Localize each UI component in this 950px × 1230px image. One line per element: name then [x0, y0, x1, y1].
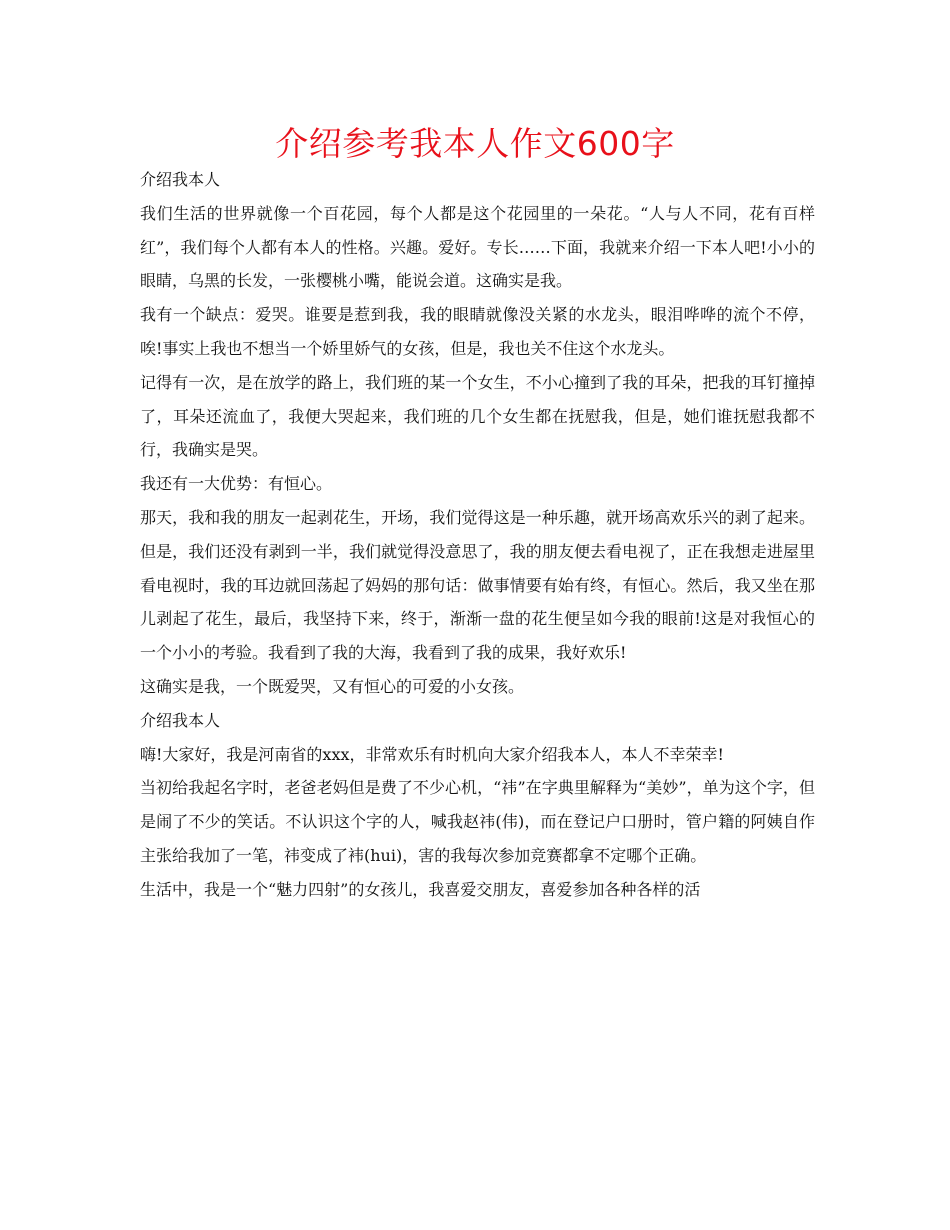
paragraph: 生活中，我是一个“魅力四射”的女孩儿，我喜爱交朋友，喜爱参加各种各样的活	[140, 879, 701, 899]
paragraph: 我们生活的世界就像一个百花园，每个人都是这个花园里的一朵花。“人与人不同，花有百样红”，我们每个人都有本人的性格。兴趣。爱好。专长……下面，我就来介绍一下本人吧!小小的眼睛，乌黑的长发，一张樱桃小嘴，能说会道。这确实是我。	[140, 203, 815, 291]
paragraph: 嗨!大家好，我是河南省的xxx，非常欢乐有时机向大家介绍我本人，本人不幸荣幸!	[140, 744, 724, 764]
paragraph: 那天，我和我的朋友一起剥花生，开场，我们觉得这是一种乐趣，就开场高欢乐兴的剥了起来。但是，我们还没有剥到一半，我们就觉得没意思了，我的朋友便去看电视了，正在我想走进屋里看电视时，我的耳边就回荡起了妈妈的那句话：做事情要有始有终，有恒心。然后，我又坐在那儿剥起了花生，最后，我坚持下来，终于，渐渐一盘的花生便呈如今我的眼前!这是对我恒心的一个小小的考验。我看到了我的大海，我看到了我的成果，我好欢乐!	[140, 507, 815, 663]
document-title: 介绍参考我本人作文600字	[275, 124, 675, 163]
section-heading: 介绍我本人	[140, 710, 221, 730]
paragraph: 这确实是我，一个既爱哭，又有恒心的可爱的小女孩。	[140, 676, 525, 696]
document-body	[140, 163, 815, 907]
paragraph: 记得有一次，是在放学的路上，我们班的某一个女生，不小心撞到了我的耳朵，把我的耳钉撞掉了，耳朵还流血了，我便大哭起来，我们班的几个女生都在抚慰我，但是，她们谁抚慰我都不行，我确实是哭。	[140, 372, 815, 460]
section-heading: 介绍我本人	[140, 170, 221, 189]
paragraph: 我有一个缺点：爱哭。谁要是惹到我，我的眼睛就像没关紧的水龙头，眼泪哗哗的流个不停，唉!事实上我也不想当一个娇里娇气的女孩，但是，我也关不住这个水龙头。	[140, 305, 815, 358]
paragraph: 当初给我起名字时，老爸老妈但是费了不少心机，“祎”在字典里解释为“美妙”，单为这个字，但是闹了不少的笑话。不认识这个字的人，喊我赵祎(伟)，而在登记户口册时，管户籍的阿姨自作主张给我加了一笔，祎变成了袆(hui)，害的我每次参加竞赛都拿不定哪个正确。	[140, 778, 815, 865]
paragraph: 我还有一大优势：有恒心。	[140, 474, 333, 494]
